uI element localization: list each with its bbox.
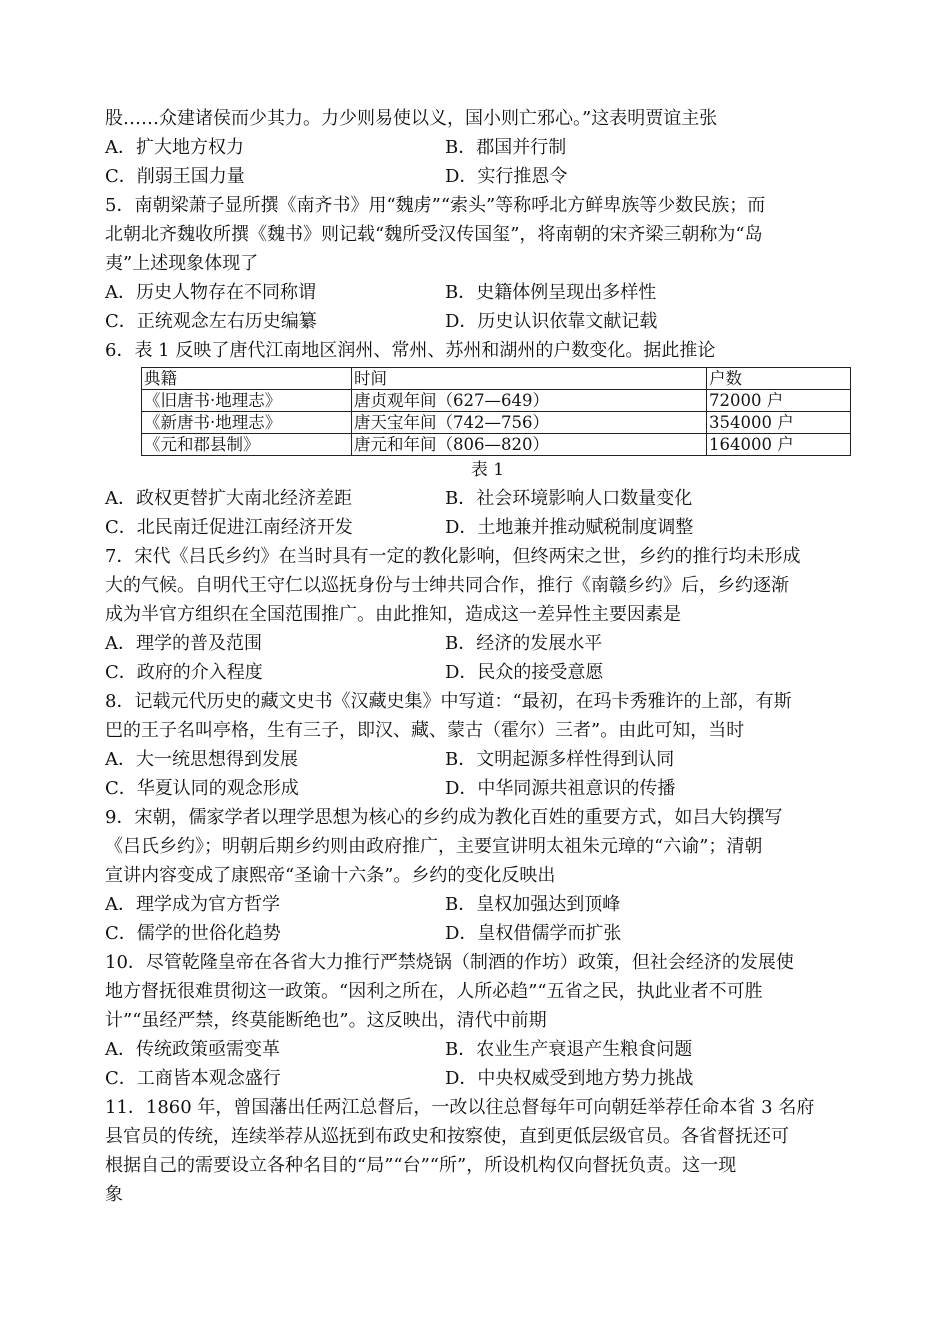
options-row bbox=[105, 658, 850, 687]
table-cell: 《旧唐书·地理志》 bbox=[142, 390, 352, 412]
option-a[interactable]: A．历史人物存在不同称谓 bbox=[105, 282, 316, 303]
question-8 bbox=[105, 687, 850, 803]
option-d[interactable]: D．中华同源共祖意识的传播 bbox=[445, 778, 676, 799]
table-row bbox=[142, 434, 851, 456]
question-stem-line: 5．南朝梁萧子显所撰《南齐书》用“魏虏”“索头”等称呼北方鲜卑族等少数民族；而 bbox=[105, 195, 766, 216]
question-6 bbox=[105, 336, 850, 542]
option-c[interactable]: C．正统观念左右历史编纂 bbox=[105, 311, 317, 332]
option-d[interactable]: D．历史认识依靠文献记载 bbox=[445, 311, 658, 332]
question-stem-line: 7．宋代《吕氏乡约》在当时具有一定的教化影响，但终两宋之世，乡约的推行均未形成 bbox=[105, 546, 801, 567]
question-stem-line: 夷”上述现象体现了 bbox=[105, 253, 259, 274]
question-stem-line: 6．表 1 反映了唐代江南地区润州、常州、苏州和湖州的户数变化。据此推论 bbox=[105, 340, 716, 361]
option-c[interactable]: C．儒学的世俗化趋势 bbox=[105, 923, 281, 944]
question-stem-line: 象 bbox=[105, 1184, 123, 1205]
question-stem-line: 8．记载元代历史的藏文史书《汉藏史集》中写道：“最初，在玛卡秀雅许的上部，有斯 bbox=[105, 691, 792, 712]
options-row bbox=[105, 890, 850, 919]
option-a[interactable]: A．理学的普及范围 bbox=[105, 633, 262, 654]
option-c[interactable]: C．工商皆本观念盛行 bbox=[105, 1068, 281, 1089]
table-header-cell: 户数 bbox=[707, 368, 851, 390]
table-header-cell: 典籍 bbox=[142, 368, 352, 390]
question-stem-line: 10．尽管乾隆皇帝在各省大力推行严禁烧锅（制酒的作坊）政策，但社会经济的发展使 bbox=[105, 952, 794, 973]
question-4 bbox=[105, 104, 850, 191]
question-stem-line: 县官员的传统，连续举荐从巡抚到布政史和按察使，直到更低层级官员。各省督抚还可 bbox=[105, 1126, 789, 1147]
question-stem-line: 股……众建诸侯而少其力。力少则易使以义，国小则亡邪心。”这表明贾谊主张 bbox=[105, 108, 718, 129]
table-row bbox=[142, 412, 851, 434]
table-cell: 《新唐书·地理志》 bbox=[142, 412, 352, 434]
table-header-cell: 时间 bbox=[352, 368, 707, 390]
option-b[interactable]: B．经济的发展水平 bbox=[445, 633, 603, 654]
question-stem-line: 巴的王子名叫亭格，生有三子，即汉、藏、蒙古（霍尔）三者”。由此可知，当时 bbox=[105, 720, 745, 741]
option-b[interactable]: B．郡国并行制 bbox=[445, 137, 567, 158]
table-cell: 72000 户 bbox=[707, 390, 851, 412]
option-a[interactable]: A．理学成为官方哲学 bbox=[105, 894, 280, 915]
question-5 bbox=[105, 191, 850, 336]
option-d[interactable]: D．中央权威受到地方势力挑战 bbox=[445, 1068, 694, 1089]
question-stem-line: 地方督抚很难贯彻这一政策。“因利之所在，人所必趋”“五省之民，执此业者不可胜 bbox=[105, 981, 763, 1002]
exam-page bbox=[105, 104, 850, 1209]
table-header-row bbox=[142, 368, 851, 390]
question-stem-line: 9．宋朝，儒家学者以理学思想为核心的乡约成为教化百姓的重要方式，如吕大钧撰写 bbox=[105, 807, 783, 828]
question-9 bbox=[105, 803, 850, 948]
table-cell: 唐元和年间（806—820） bbox=[352, 434, 707, 456]
question-stem-line: 《吕氏乡约》；明朝后期乡约则由政府推广，主要宣讲明太祖朱元璋的“六谕”；清朝 bbox=[105, 836, 763, 857]
question-stem-line: 宣讲内容变成了康熙帝“圣谕十六条”。乡约的变化反映出 bbox=[105, 865, 556, 886]
option-b[interactable]: B．文明起源多样性得到认同 bbox=[445, 749, 675, 770]
option-a[interactable]: A．大一统思想得到发展 bbox=[105, 749, 298, 770]
options-row bbox=[105, 162, 850, 191]
options-row bbox=[105, 133, 850, 162]
option-d[interactable]: D．实行推恩令 bbox=[445, 166, 568, 187]
option-b[interactable]: B．史籍体例呈现出多样性 bbox=[445, 282, 657, 303]
options-row bbox=[105, 1035, 850, 1064]
table-cell: 唐天宝年间（742—756） bbox=[352, 412, 707, 434]
options-row bbox=[105, 629, 850, 658]
question-stem-line: 北朝北齐魏收所撰《魏书》则记载“魏所受汉传国玺”，将南朝的宋齐梁三朝称为“岛 bbox=[105, 224, 763, 245]
option-b[interactable]: B．农业生产衰退产生粮食问题 bbox=[445, 1039, 693, 1060]
question-stem-line: 根据自己的需要设立各种名目的“局”“台”“所”，所设机构仅向督抚负责。这一现 bbox=[105, 1155, 737, 1176]
options-row bbox=[105, 513, 850, 542]
option-b[interactable]: B．社会环境影响人口数量变化 bbox=[445, 488, 693, 509]
option-a[interactable]: A．扩大地方权力 bbox=[105, 137, 244, 158]
options-row bbox=[105, 278, 850, 307]
options-row bbox=[105, 919, 850, 948]
question-7 bbox=[105, 542, 850, 687]
option-a[interactable]: A．传统政策亟需变革 bbox=[105, 1039, 280, 1060]
options-row bbox=[105, 1064, 850, 1093]
options-row bbox=[105, 307, 850, 336]
table-cell: 《元和郡县制》 bbox=[142, 434, 352, 456]
table-cell: 354000 户 bbox=[707, 412, 851, 434]
option-a[interactable]: A．政权更替扩大南北经济差距 bbox=[105, 488, 352, 509]
table-row bbox=[142, 390, 851, 412]
question-stem-line: 计”“虽经严禁，终莫能断绝也”。这反映出，清代中前期 bbox=[105, 1010, 547, 1031]
option-c[interactable]: C．政府的介入程度 bbox=[105, 662, 263, 683]
option-c[interactable]: C．削弱王国力量 bbox=[105, 166, 245, 187]
option-d[interactable]: D．土地兼并推动赋税制度调整 bbox=[445, 517, 694, 538]
question-stem-line: 成为半官方组织在全国范围推广。由此推知，造成这一差异性主要因素是 bbox=[105, 604, 681, 625]
option-d[interactable]: D．民众的接受意愿 bbox=[445, 662, 604, 683]
question-11 bbox=[105, 1093, 850, 1209]
household-table bbox=[141, 367, 851, 456]
table-caption: 表 1 bbox=[470, 460, 505, 480]
option-c[interactable]: C．华夏认同的观念形成 bbox=[105, 778, 299, 799]
options-row bbox=[105, 774, 850, 803]
options-row bbox=[105, 745, 850, 774]
question-stem-line: 大的气候。自明代王守仁以巡抚身份与士绅共同合作，推行《南赣乡约》后，乡约逐渐 bbox=[105, 575, 789, 596]
question-10 bbox=[105, 948, 850, 1093]
table-cell: 164000 户 bbox=[707, 434, 851, 456]
question-stem-line: 11．1860 年，曾国藩出任两江总督后，一改以往总督每年可向朝廷举荐任命本省 3 名府 bbox=[105, 1097, 815, 1118]
table-cell: 唐贞观年间（627—649） bbox=[352, 390, 707, 412]
options-row bbox=[105, 484, 850, 513]
option-c[interactable]: C．北民南迁促进江南经济开发 bbox=[105, 517, 353, 538]
option-b[interactable]: B．皇权加强达到顶峰 bbox=[445, 894, 621, 915]
option-d[interactable]: D．皇权借儒学而扩张 bbox=[445, 923, 622, 944]
